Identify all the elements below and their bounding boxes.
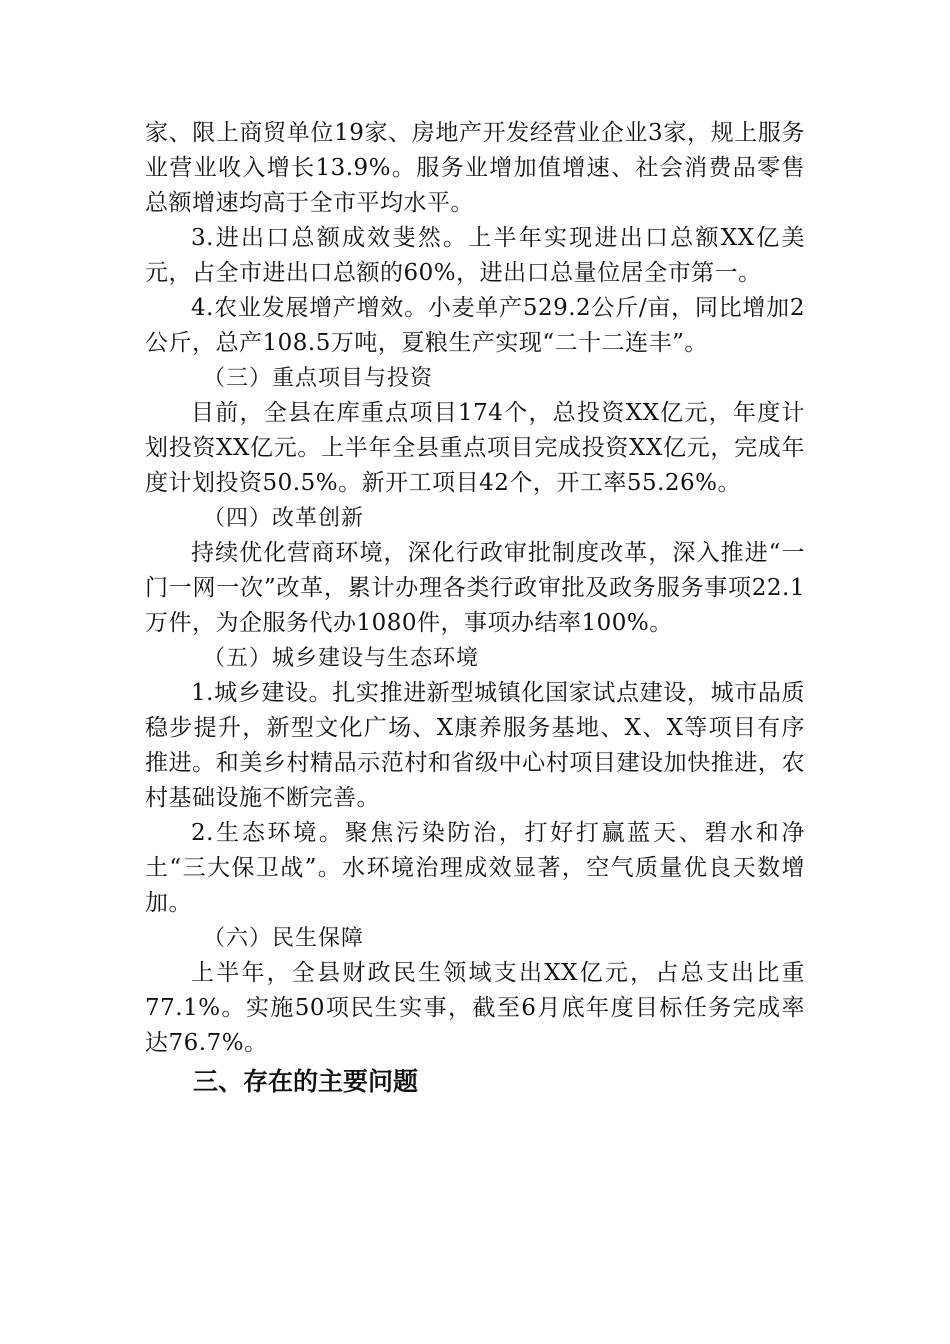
paragraph-projects: 目前，全县在库重点项目174个，总投资XX亿元，年度计划投资XX亿元。上半年全县重点项目完成投资XX亿元，完成年度计划投资50.5%。新开工项目42个，开工率55.26%。 bbox=[145, 400, 805, 496]
section-heading-urban-rural: （五）城乡建设与生态环境 bbox=[203, 646, 480, 671]
section-heading-projects: （三）重点项目与投资 bbox=[203, 366, 434, 391]
paragraph-livelihood: 上半年，全县财政民生领域支出XX亿元，占总支出比重77.1%。实施50项民生实事，截至6月底年度目标任务完成率达76.7%。 bbox=[145, 960, 805, 1056]
main-heading-problems: 三、存在的主要问题 bbox=[193, 1067, 419, 1096]
paragraph-reform: 持续优化营商环境，深化行政审批制度改革，深入推进“一门一网一次”改革，累计办理各类行政审批及政务服务事项22.1万件，为企服务代办1080件，事项办结率100%。 bbox=[145, 540, 805, 636]
paragraph-agriculture: 4.农业发展增产增效。小麦单产529.2公斤/亩，同比增加2公斤，总产108.5万吨，夏粮生产实现“二十二连丰”。 bbox=[145, 295, 805, 356]
paragraph-urban-rural: 1.城乡建设。扎实推进新型城镇化国家试点建设，城市品质稳步提升，新型文化广场、X康养服务基地、X、X等项目有序推进。和美乡村精品示范村和省级中心村项目建设加快推进，农村基础设施不断完善。 bbox=[145, 680, 805, 811]
paragraph-import-export: 3.进出口总额成效斐然。上半年实现进出口总额XX亿美元，占全市进出口总额的60%，进出口总量位居全市第一。 bbox=[145, 225, 805, 286]
document-page bbox=[145, 116, 805, 1100]
section-heading-livelihood: （六）民生保障 bbox=[203, 926, 365, 951]
paragraph-ecology: 2.生态环境。聚焦污染防治，打好打赢蓝天、碧水和净土“三大保卫战”。水环境治理成效显著，空气质量优良天数增加。 bbox=[145, 820, 805, 916]
section-heading-reform: （四）改革创新 bbox=[203, 506, 365, 531]
paragraph-services: 家、限上商贸单位19家、房地产开发经营业企业3家，规上服务业营业收入增长13.9%。服务业增加值增速、社会消费品零售总额增速均高于全市平均水平。 bbox=[145, 120, 805, 216]
